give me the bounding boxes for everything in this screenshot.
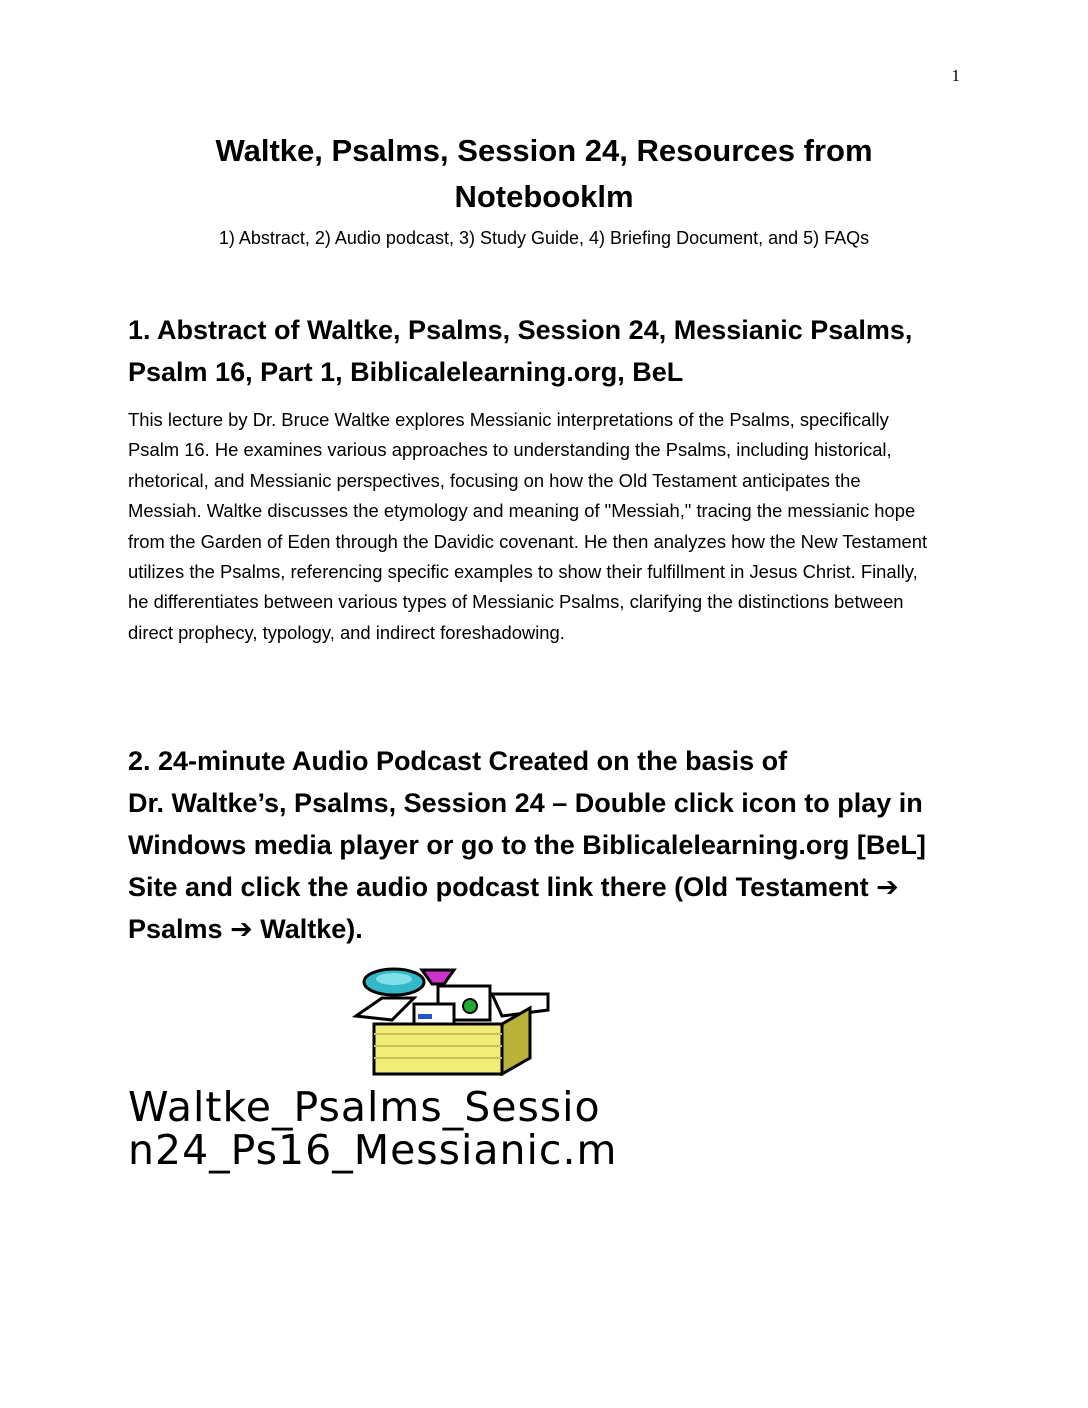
section-1-heading-line-1: 1. Abstract of Waltke, Psalms, Session 24, Messianic Psalms, [128,315,913,345]
section-2-line-5 [128,908,960,950]
file-label-line-2: n24_Ps16_Messianic.m [128,1126,618,1174]
section-2-line-5-waltke: Waltke). [260,914,363,944]
page-subtitle: 1) Abstract, 2) Audio podcast, 3) Study Guide, 4) Briefing Document, and 5) FAQs [218,228,870,248]
section-1-heading [128,309,960,393]
page-number: 1 [951,66,960,85]
right-arrow-icon: ➔ [876,872,899,902]
title-line-1: Waltke, Psalms, Session 24, Resources from [215,133,873,168]
section-1-heading-line-2: Psalm 16, Part 1, Biblicalelearning.org, BeL [128,357,684,387]
package-icon[interactable] [352,964,556,1076]
section-2-line-4-text: Site and click the audio podcast link there (Old Testament [128,872,869,902]
section-2-line-3: Windows media player or go to the Biblicalelearning.org [BeL] [128,830,926,860]
page-title [128,128,960,220]
file-label-line-1: Waltke_Psalms_Sessio [128,1086,601,1131]
section-2-line-2: Dr. Waltke’s, Psalms, Session 24 – Double click icon to play in [128,788,923,818]
right-arrow-icon: ➔ [230,914,253,944]
section-2-line-5-psalms: Psalms [128,914,223,944]
section-2-line-1: 2. 24-minute Audio Podcast Created on the basis of [128,746,788,776]
section-2-heading [128,740,960,950]
title-line-2: Notebooklm [454,179,634,214]
abstract-paragraph: This lecture by Dr. Bruce Waltke explores Messianic interpretations of the Psalms, specifically Psalm 16. He examines various approaches to understanding the Psalms, including historical, rhetorical, and Messianic perspectives, focusing on how the Old Testament anticipates the Messiah. Waltke discusses the etymology and meaning of "Messiah," tracing the messianic hope from the Garden of Eden through the Davidic covenant. He then analyzes how the New Testament utilizes the Psalms, referencing specific examples to show their fulfillment in Jesus Christ. Finally, he differentiates between various types of Messianic Psalms, clarifying the distinctions between direct prophecy, typology, and indirect foreshadowing. [128,409,928,643]
media-file-label[interactable] [128,1086,778,1176]
section-2-line-4 [128,866,960,908]
